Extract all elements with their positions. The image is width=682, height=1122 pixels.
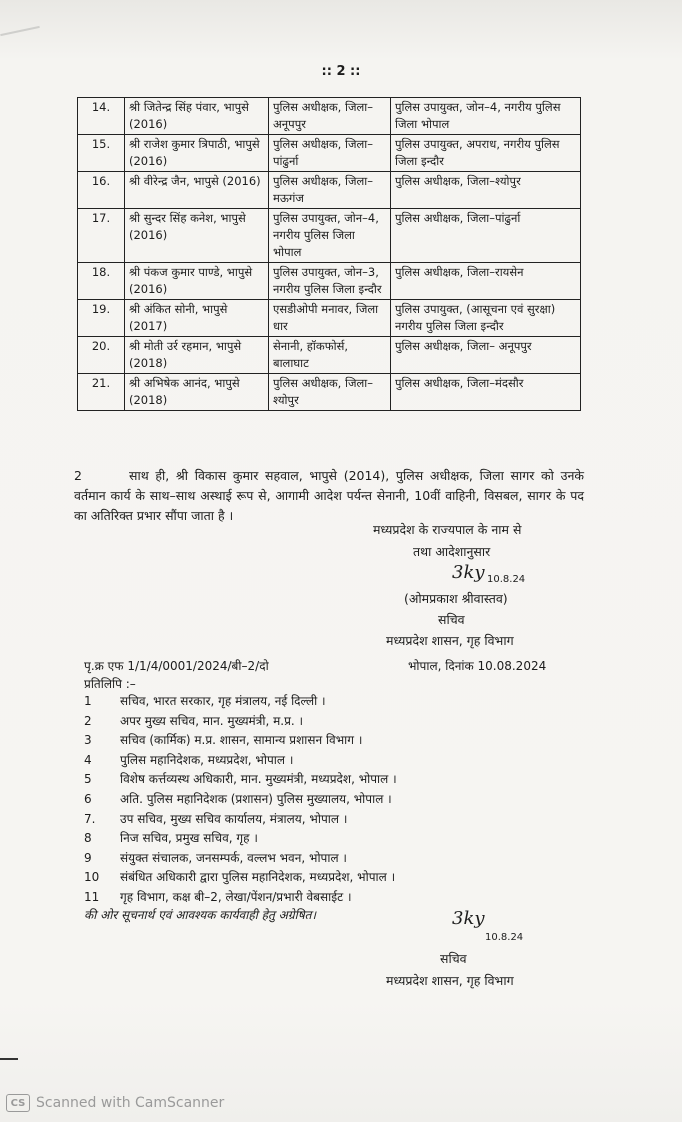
serial-cell: 15.	[78, 135, 125, 172]
table-row	[78, 263, 581, 300]
officer-name-cell: श्री अभिषेक आनंद, भापुसे (2018)	[125, 374, 269, 411]
copy-list-item	[84, 770, 397, 790]
signatory-2-designation: सचिव	[440, 951, 467, 966]
current-posting-cell: एसडीओपी मनावर, जिला धार	[269, 300, 391, 337]
copy-item-number: 4	[84, 752, 92, 767]
table-row	[78, 135, 581, 172]
copy-item-text: गृह विभाग, कक्ष बी–2, लेखा/पेंशन/प्रभारी वेबसाईट ।	[120, 889, 352, 904]
binding-mark	[0, 1058, 18, 1060]
current-posting-cell: सेनानी, हॉकफोर्स, बालाघाट	[269, 337, 391, 374]
order-line-2: तथा आदेशानुसार	[413, 544, 491, 559]
table-row	[78, 337, 581, 374]
copy-item-number: 8	[84, 831, 92, 846]
serial-cell: 16.	[78, 172, 125, 209]
new-posting-cell: पुलिस उपायुक्त, जोन–4, नगरीय पुलिस जिला भोपाल	[391, 98, 581, 135]
current-posting-cell: पुलिस उपायुक्त, जोन–3, नगरीय पुलिस जिला इन्दौर	[269, 263, 391, 300]
transfer-table	[77, 97, 581, 411]
forward-note: की ओर सूचनार्थ एवं आवश्यक कार्यवाही हेतु अग्रेषित।	[84, 908, 317, 922]
serial-cell: 21.	[78, 374, 125, 411]
copy-list-item	[84, 712, 397, 732]
officer-name-cell: श्री पंकज कुमार पाण्डे, भापुसे (2016)	[125, 263, 269, 300]
signature-1-date: 10.8.24	[487, 574, 526, 585]
signature-2: 3ky	[452, 908, 485, 929]
current-posting-cell: पुलिस उपायुक्त, जोन–4, नगरीय पुलिस जिला भोपाल	[269, 209, 391, 263]
copy-item-number: 3	[84, 733, 92, 748]
camscanner-logo-icon: CS	[6, 1094, 30, 1112]
signature-2-date: 10.8.24	[485, 932, 524, 943]
copy-item-text: संयुक्त संचालक, जनसम्पर्क, वल्लभ भवन, भोपाल ।	[120, 850, 347, 865]
copy-item-text: सचिव, भारत सरकार, गृह मंत्रालय, नई दिल्ली ।	[120, 694, 326, 708]
copy-list-item	[84, 829, 397, 849]
copy-list-item	[84, 888, 397, 908]
table-row	[78, 172, 581, 209]
current-posting-cell: पुलिस अधीक्षक, जिला–पांढुर्ना	[269, 135, 391, 172]
copy-item-text: सचिव (कार्मिक) म.प्र. शासन, सामान्य प्रशासन विभाग ।	[120, 733, 363, 748]
copy-item-number: 9	[84, 850, 92, 865]
paragraph-2	[74, 466, 584, 526]
copy-list-item	[84, 751, 397, 771]
scanner-label: Scanned with CamScanner	[36, 1095, 225, 1111]
copy-item-text: अपर मुख्य सचिव, मान. मुख्यमंत्री, म.प्र. ।	[120, 713, 304, 728]
new-posting-cell: पुलिस अधीक्षक, जिला– अनूपपुर	[391, 337, 581, 374]
new-posting-cell: पुलिस अधीक्षक, जिला–पांढुर्ना	[391, 209, 581, 263]
signatory-name: (ओमप्रकाश श्रीवास्तव)	[404, 591, 508, 606]
reference-number: पृ.क्र एफ 1/1/4/0001/2024/बी–2/दो	[84, 659, 269, 673]
signature-1: 3ky	[452, 562, 485, 583]
copy-item-number: 7.	[84, 811, 96, 826]
new-posting-cell: पुलिस उपायुक्त, अपराध, नगरीय पुलिस जिला इन्दौर	[391, 135, 581, 172]
copy-list-item	[84, 849, 397, 869]
officer-name-cell: श्री मोती उर्र रहमान, भापुसे (2018)	[125, 337, 269, 374]
copy-heading: प्रतिलिपि :–	[84, 677, 136, 691]
place-date: भोपाल, दिनांक 10.08.2024	[408, 659, 547, 673]
new-posting-cell: पुलिस अधीक्षक, जिला–मंदसौर	[391, 374, 581, 411]
governor-order-line: मध्यप्रदेश के राज्यपाल के नाम से	[373, 522, 522, 537]
copy-item-number: 10	[84, 870, 100, 885]
copy-list-item	[84, 868, 397, 888]
copy-item-text: संबंधित अधिकारी द्वारा पुलिस महानिदेशक, मध्यप्रदेश, भोपाल ।	[120, 870, 396, 885]
current-posting-cell: पुलिस अधीक्षक, जिला– अनूपपुर	[269, 98, 391, 135]
copy-item-number: 2	[84, 713, 92, 728]
copy-item-number: 5	[84, 772, 92, 787]
table-row	[78, 374, 581, 411]
officer-name-cell: श्री वीरेन्द्र जैन, भापुसे (2016)	[125, 172, 269, 209]
copy-list-item	[84, 692, 397, 712]
new-posting-cell: पुलिस अधीक्षक, जिला–रायसेन	[391, 263, 581, 300]
officer-name-cell: श्री सुन्दर सिंह कनेश, भापुसे (2016)	[125, 209, 269, 263]
officer-name-cell: श्री अंकित सोनी, भापुसे (2017)	[125, 300, 269, 337]
copy-item-number: 6	[84, 791, 92, 806]
transfer-table-body	[78, 98, 581, 411]
serial-cell: 19.	[78, 300, 125, 337]
copy-list-item	[84, 731, 397, 751]
copy-list-item	[84, 790, 397, 810]
paragraph-text: साथ ही, श्री विकास कुमार सहवाल, भापुसे (2014), पुलिस अधीक्षक, जिला सागर को उनके वर्तमान कार्य के साथ–साथ अस्थाई रूप से, आगामी आदेश पर्यन्त सेनानी, 10वीं वाहिनी, विसबल, सागर के पद का अतिरिक्त प्रभार सौंपा जाता है ।	[74, 468, 584, 523]
copy-item-text: अति. पुलिस महानिदेशक (प्रशासन) पुलिस मुख्यालय, भोपाल ।	[120, 791, 392, 806]
signatory-designation: सचिव	[438, 612, 465, 627]
copy-item-text: विशेष कर्त्तव्यस्थ अधिकारी, मान. मुख्यमंत्री, मध्यप्रदेश, भोपाल ।	[120, 772, 397, 787]
signatory-2-department: मध्यप्रदेश शासन, गृह विभाग	[386, 973, 514, 988]
officer-name-cell: श्री राजेश कुमार त्रिपाठी, भापुसे (2016)	[125, 135, 269, 172]
current-posting-cell: पुलिस अधीक्षक, जिला–श्योपुर	[269, 374, 391, 411]
copy-list	[84, 692, 397, 908]
serial-cell: 17.	[78, 209, 125, 263]
table-row	[78, 209, 581, 263]
signatory-department: मध्यप्रदेश शासन, गृह विभाग	[386, 633, 514, 648]
page-number: :: 2 ::	[321, 64, 361, 79]
copy-item-number: 1	[84, 694, 92, 708]
scanner-watermark	[6, 1094, 224, 1112]
table-row	[78, 98, 581, 135]
copy-item-text: पुलिस महानिदेशक, मध्यप्रदेश, भोपाल ।	[120, 752, 294, 767]
paragraph-number: 2	[74, 468, 82, 483]
new-posting-cell: पुलिस उपायुक्त, (आसूचना एवं सुरक्षा) नगरीय पुलिस जिला इन्दौर	[391, 300, 581, 337]
officer-name-cell: श्री जितेन्द्र सिंह पंवार, भापुसे (2016)	[125, 98, 269, 135]
serial-cell: 14.	[78, 98, 125, 135]
new-posting-cell: पुलिस अधीक्षक, जिला–श्योपुर	[391, 172, 581, 209]
table-row	[78, 300, 581, 337]
copy-item-number: 11	[84, 889, 100, 904]
copy-item-text: उप सचिव, मुख्य सचिव कार्यालय, मंत्रालय, भोपाल ।	[120, 811, 348, 826]
current-posting-cell: पुलिस अधीक्षक, जिला–मऊगंज	[269, 172, 391, 209]
copy-list-item	[84, 810, 397, 830]
copy-item-text: निज सचिव, प्रमुख सचिव, गृह ।	[120, 831, 258, 846]
serial-cell: 18.	[78, 263, 125, 300]
serial-cell: 20.	[78, 337, 125, 374]
